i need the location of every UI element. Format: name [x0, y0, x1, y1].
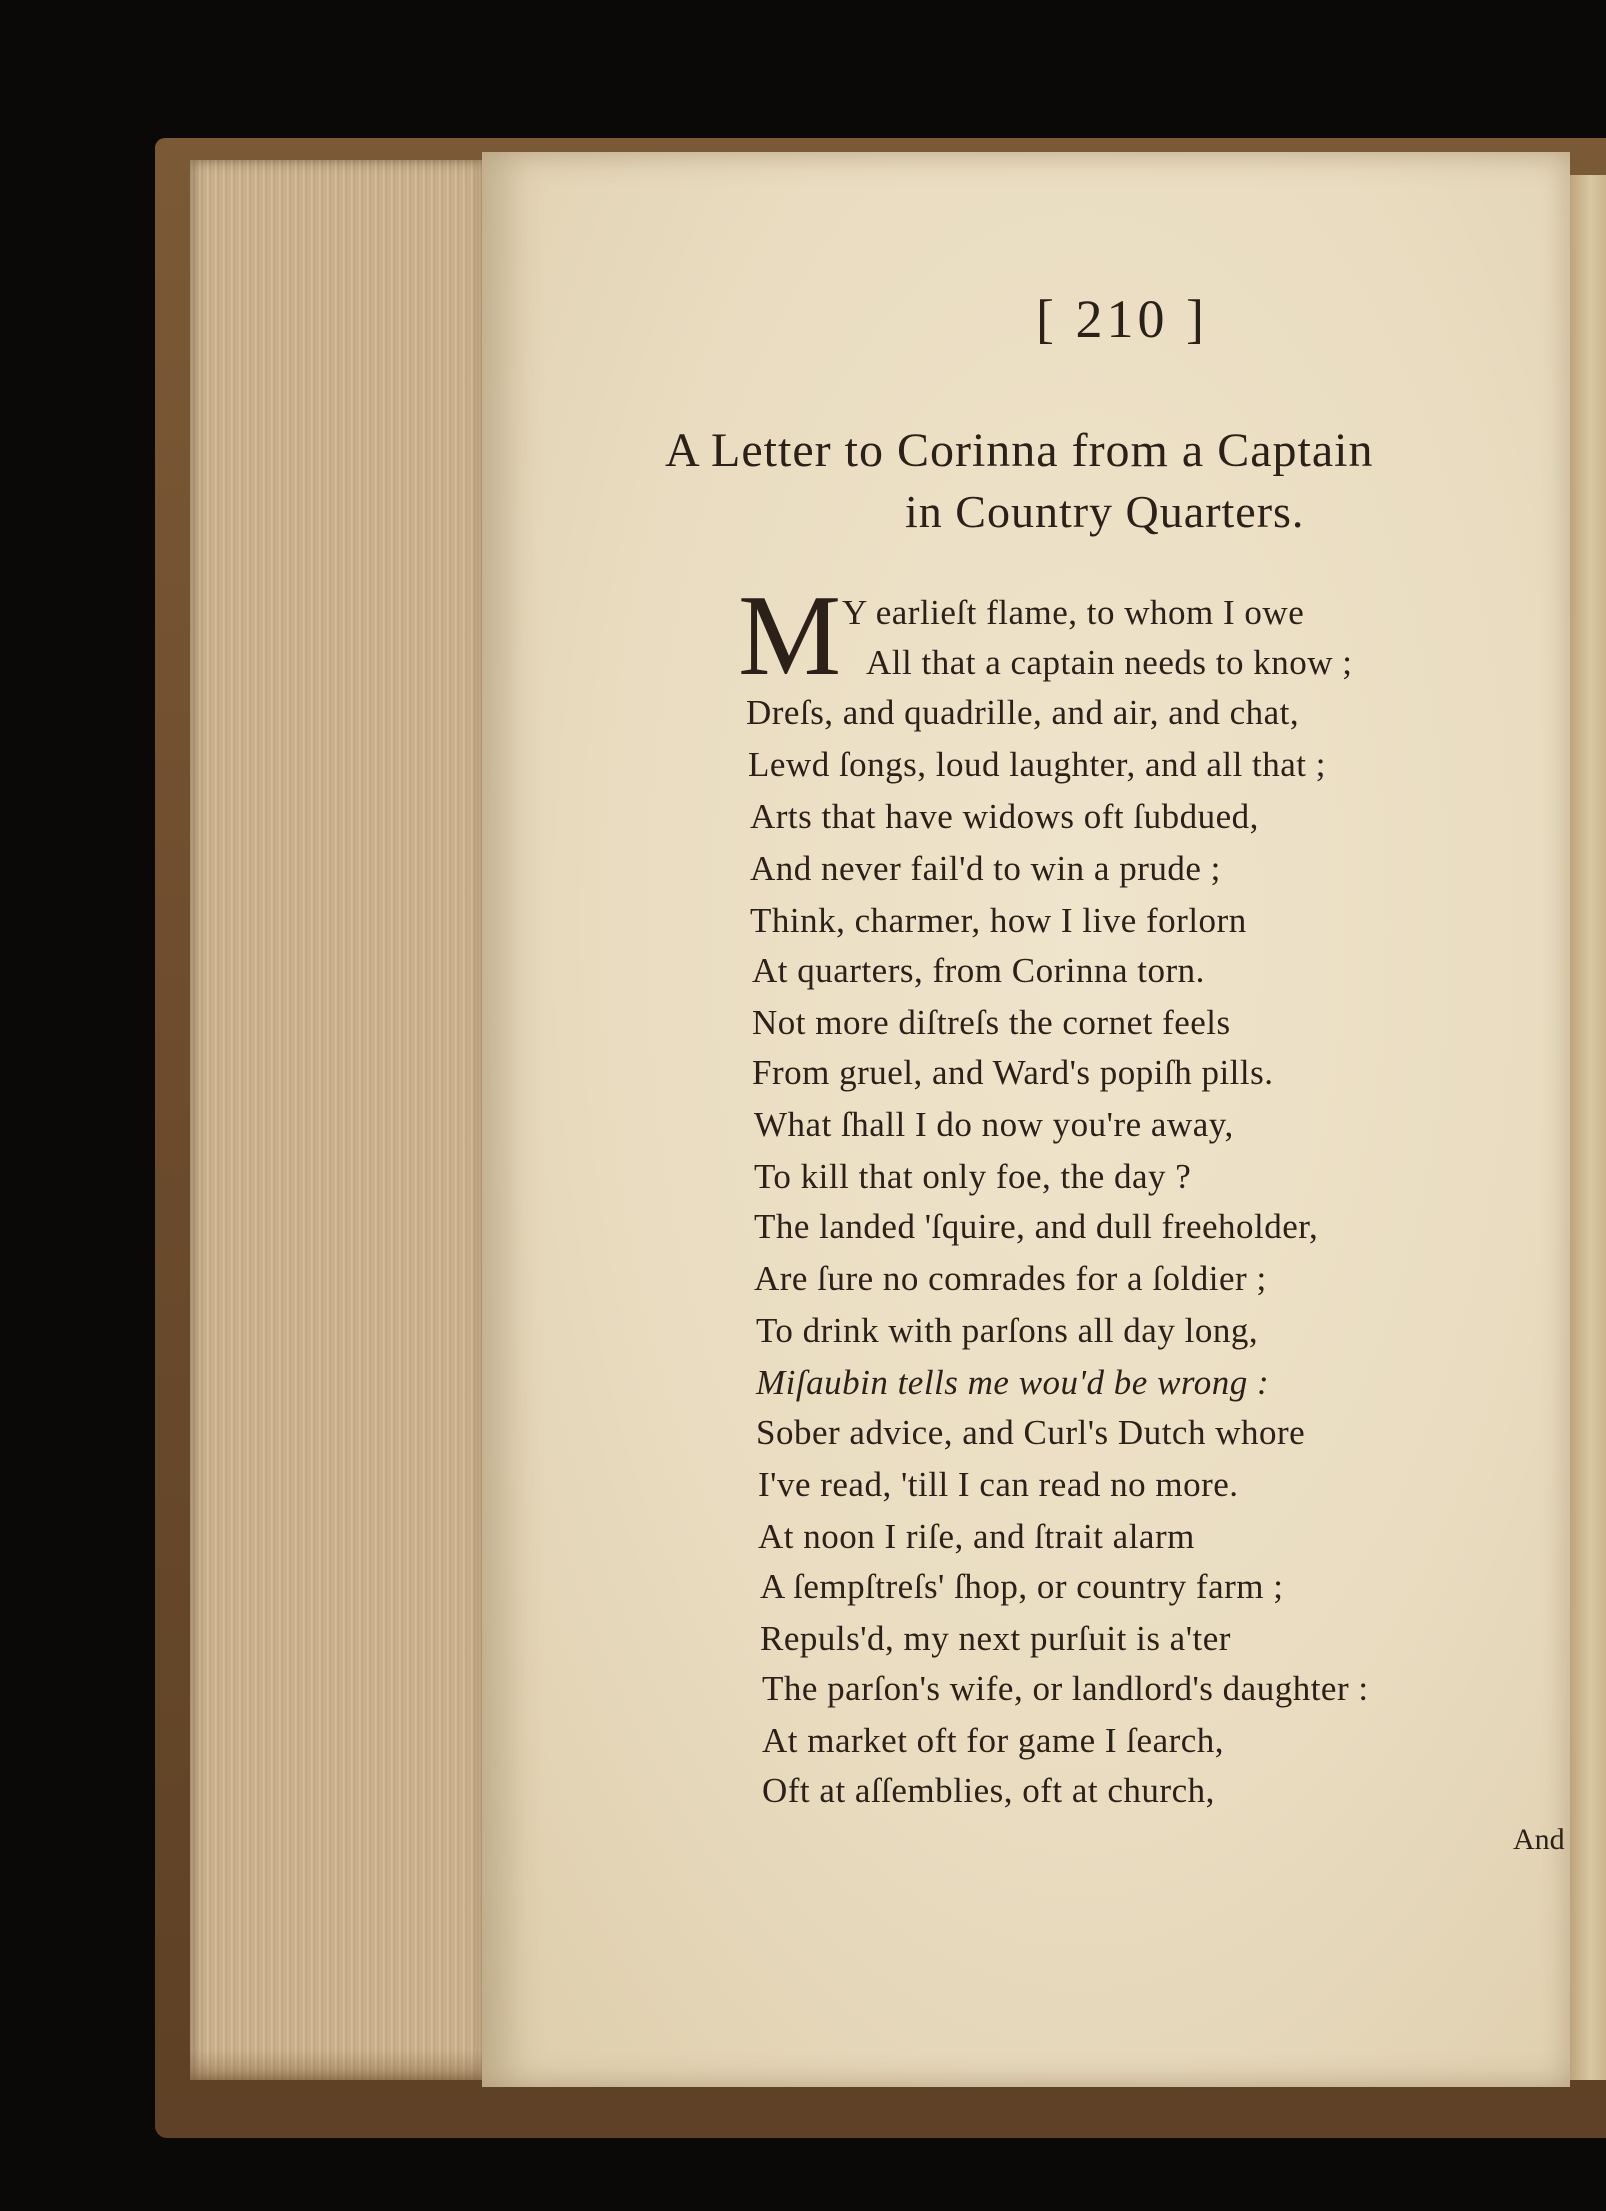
catchword: And [1513, 1823, 1565, 1856]
poem-line-12: To kill that only foe, the day ? [754, 1157, 1192, 1196]
poem-line-2: All that a captain needs to know ; [866, 643, 1353, 682]
poem-line-1: Y earlieſt flame, to whom I owe [842, 593, 1305, 632]
poem-line-24: Oft at aſſemblies, oft at church, [762, 1771, 1215, 1810]
poem-line-10: From gruel, and Ward's popiſh pills. [752, 1053, 1274, 1092]
poem-line-23: At market oft for game I ſearch, [762, 1721, 1225, 1760]
poem-line-16: Miſaubin tells me wou'd be wrong : [756, 1363, 1270, 1402]
poem-line-3: Dreſs, and quadrille, and air, and chat, [746, 693, 1300, 732]
facing-page-edge [1566, 175, 1606, 2080]
poem-line-5: Arts that have widows oft ſubdued, [750, 797, 1259, 836]
poem-line-22: The parſon's wife, or landlord's daughter : [762, 1669, 1369, 1708]
drop-cap: M [738, 572, 842, 700]
poem-line-18: I've read, 'till I can read no more. [758, 1465, 1239, 1504]
poem-line-6: And never fail'd to win a prude ; [750, 849, 1221, 888]
poem-line-17: Sober advice, and Curl's Dutch whore [756, 1413, 1306, 1452]
page-number: [ 210 ] [1036, 289, 1208, 349]
poem-line-21: Repuls'd, my next purſuit is a'ter [760, 1619, 1231, 1658]
poem-title-line-1: A Letter to Corinna from a Captain [665, 424, 1374, 477]
page-edges [190, 160, 490, 2080]
poem-line-9: Not more diſtreſs the cornet feels [752, 1003, 1231, 1042]
page-edges-shadow [190, 2050, 490, 2080]
poem-line-11: What ſhall I do now you're away, [754, 1105, 1234, 1144]
poem-line-20: A ſempſtreſs' ſhop, or country farm ; [760, 1567, 1284, 1606]
poem-line-8: At quarters, from Corinna torn. [752, 951, 1205, 990]
poem-line-15: To drink with parſons all day long, [756, 1311, 1259, 1350]
poem-line-14: Are ſure no comrades for a ſoldier ; [754, 1259, 1267, 1298]
poem-line-19: At noon I riſe, and ſtrait alarm [758, 1517, 1195, 1556]
poem-line-4: Lewd ſongs, loud laughter, and all that ; [748, 745, 1327, 784]
poem-line-7: Think, charmer, how I live forlorn [750, 901, 1247, 940]
poem-title-line-2: in Country Quarters. [905, 486, 1305, 537]
poem-line-13: The landed 'ſquire, and dull freeholder, [754, 1207, 1319, 1246]
